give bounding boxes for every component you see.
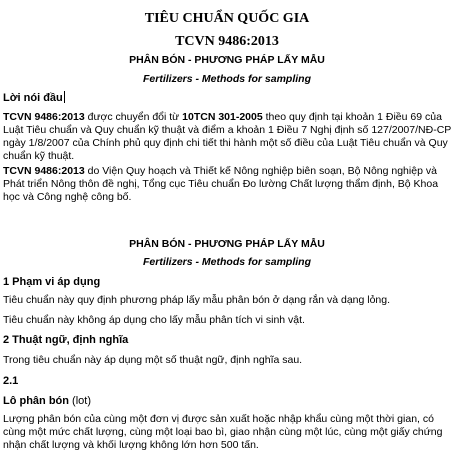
text-cursor [64, 91, 65, 103]
standard-code-ref: TCVN 9486:2013 [3, 165, 85, 177]
definition-line-1: Lượng phân bón của cùng một đơn vị được sản xuất hoặc nhập khẩu cùng một thời gian, có [3, 413, 434, 425]
old-standard-code-ref: 10TCN 301-2005 [182, 111, 263, 123]
foreword-p1-line-2: Luật Tiêu chuẩn và Quy chuẩn kỹ thuật và điểm a khoản 1 Điều 7 Nghị định số 127/2007/NĐ-CP [3, 124, 452, 136]
section-2-paragraph-1: Trong tiêu chuẩn này áp dụng một số thuật ngữ, định nghĩa sau. [3, 354, 303, 366]
body-subject-en: Fertilizers - Methods for sampling [142, 256, 312, 268]
document-subject-en: Fertilizers - Methods for sampling [142, 73, 312, 85]
foreword-paragraph-2 [3, 165, 455, 204]
text-run: theo quy định tại khoản 1 Điều 69 của [262, 111, 442, 123]
foreword-p1-line-3: ngày 1/8/2007 của Chính phủ quy định chi tiết thi hành một số điều của Luật Tiêu chuẩn và Quy [3, 137, 448, 149]
foreword-p1-line-1 [3, 111, 455, 124]
foreword-p2-line-2: Phát triển Nông thôn đề nghị, Tổng cục Tiêu chuẩn Đo lường Chất lượng thẩm định, Bộ Khoa [3, 178, 439, 190]
text-run: được chuyển đổi từ [84, 111, 183, 123]
section-1-paragraph-2: Tiêu chuẩn này không áp dụng cho lấy mẫu phân tích vi sinh vật. [3, 314, 305, 326]
body-subject: PHÂN BÓN - PHƯƠNG PHÁP LẤY MẪU [129, 238, 325, 250]
text-run: do Viện Quy hoạch và Thiết kế Nông nghiệp biên soạn, Bộ Nông nghiệp và [84, 165, 437, 177]
subsection-2-1-number: 2.1 [3, 375, 19, 387]
definition-line-3: nhận chất lượng và khối lượng không lớn hơn 500 tấn. [3, 439, 259, 451]
foreword-paragraph-1 [3, 111, 455, 163]
standard-code: TCVN 9486:2013 [175, 34, 279, 49]
foreword-heading-text: Lời nói đầu [3, 92, 63, 104]
standard-code-ref: TCVN 9486:2013 [3, 111, 85, 123]
foreword-heading[interactable] [3, 91, 65, 105]
document-subject: PHÂN BÓN - PHƯƠNG PHÁP LẤY MẪU [129, 54, 325, 66]
section-1-heading: 1 Phạm vi áp dụng [3, 276, 101, 288]
term-english: (lot) [68, 395, 91, 407]
document-title: TIÊU CHUẨN QUỐC GIA [144, 11, 310, 26]
definition-line-2: cùng một mức chất lượng, cùng một loại bao bì, giao nhận cùng một lúc, cùng một giấy chứng [3, 426, 443, 438]
term-definition [3, 413, 455, 452]
term-lot [3, 394, 455, 408]
foreword-p2-line-1 [3, 165, 455, 178]
foreword-p1-line-4: chuẩn kỹ thuật. [3, 150, 75, 162]
section-1-paragraph-1: Tiêu chuẩn này quy định phương pháp lấy mẫu phân bón ở dạng rắn và dạng lỏng. [3, 294, 391, 306]
foreword-p2-line-3: học và Công nghệ công bố. [3, 191, 132, 203]
section-2-heading: 2 Thuật ngữ, định nghĩa [3, 334, 129, 346]
term-name: Lô phân bón [3, 395, 69, 407]
